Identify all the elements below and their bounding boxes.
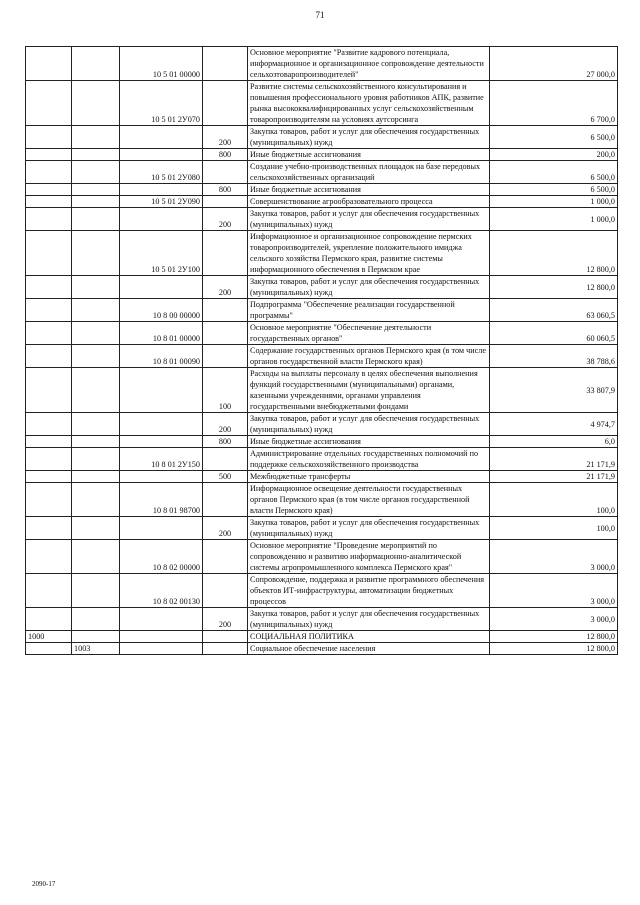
table-row bbox=[26, 540, 618, 574]
razdel-code-cell bbox=[26, 276, 72, 299]
table-row bbox=[26, 345, 618, 368]
target-article-code-cell: 10 8 01 2У150 bbox=[120, 448, 203, 471]
table-row bbox=[26, 436, 618, 448]
expense-type-code-cell: 800 bbox=[203, 184, 248, 196]
expense-type-code-cell bbox=[203, 161, 248, 184]
expense-type-code-cell bbox=[203, 643, 248, 655]
item-name-cell: Основное мероприятие "Проведение мероприятий по сопровождению и развитию информационно-аналитической системы агропромышленного комплекса Пермского края" bbox=[248, 540, 490, 574]
razdel-code-cell bbox=[26, 47, 72, 81]
podrazdel-code-cell bbox=[72, 608, 120, 631]
target-article-code-cell: 10 8 02 00000 bbox=[120, 540, 203, 574]
expense-type-code-cell: 800 bbox=[203, 149, 248, 161]
expense-type-code-cell: 500 bbox=[203, 471, 248, 483]
target-article-code-cell: 10 5 01 2У070 bbox=[120, 81, 203, 126]
item-name-cell: Информационное освещение деятельности государственных органов Пермского края (в том числе органов государственной власти Пермского края) bbox=[248, 483, 490, 517]
item-name-cell: Социальное обеспечение населения bbox=[248, 643, 490, 655]
amount-cell: 27 000,0 bbox=[490, 47, 618, 81]
item-name-cell: Основное мероприятие "Обеспечение деятельности государственных органов" bbox=[248, 322, 490, 345]
podrazdel-code-cell bbox=[72, 345, 120, 368]
amount-cell: 6,0 bbox=[490, 436, 618, 448]
podrazdel-code-cell bbox=[72, 161, 120, 184]
razdel-code-cell bbox=[26, 608, 72, 631]
podrazdel-code-cell bbox=[72, 483, 120, 517]
podrazdel-code-cell bbox=[72, 448, 120, 471]
table-row bbox=[26, 368, 618, 413]
table-row bbox=[26, 149, 618, 161]
podrazdel-code-cell bbox=[72, 208, 120, 231]
amount-cell: 38 788,6 bbox=[490, 345, 618, 368]
expense-type-code-cell bbox=[203, 196, 248, 208]
target-article-code-cell bbox=[120, 126, 203, 149]
amount-cell: 4 974,7 bbox=[490, 413, 618, 436]
table-row bbox=[26, 322, 618, 345]
amount-cell: 60 060,5 bbox=[490, 322, 618, 345]
expense-type-code-cell bbox=[203, 345, 248, 368]
footer-code: 2090-17 bbox=[32, 880, 56, 888]
razdel-code-cell bbox=[26, 196, 72, 208]
podrazdel-code-cell bbox=[72, 368, 120, 413]
target-article-code-cell: 10 5 01 00000 bbox=[120, 47, 203, 81]
table-row bbox=[26, 184, 618, 196]
table-row bbox=[26, 126, 618, 149]
expense-type-code-cell: 200 bbox=[203, 413, 248, 436]
podrazdel-code-cell bbox=[72, 149, 120, 161]
expense-type-code-cell bbox=[203, 483, 248, 517]
podrazdel-code-cell bbox=[72, 81, 120, 126]
item-name-cell: Создание учебно-производственных площадок на базе передовых сельскохозяйственных организаций bbox=[248, 161, 490, 184]
podrazdel-code-cell bbox=[72, 184, 120, 196]
razdel-code-cell bbox=[26, 126, 72, 149]
podrazdel-code-cell bbox=[72, 126, 120, 149]
target-article-code-cell: 10 8 02 00130 bbox=[120, 574, 203, 608]
target-article-code-cell bbox=[120, 149, 203, 161]
item-name-cell: Закупка товаров, работ и услуг для обеспечения государственных (муниципальных) нужд bbox=[248, 276, 490, 299]
razdel-code-cell bbox=[26, 81, 72, 126]
item-name-cell: Закупка товаров, работ и услуг для обеспечения государственных (муниципальных) нужд bbox=[248, 608, 490, 631]
expense-type-code-cell bbox=[203, 322, 248, 345]
expense-type-code-cell bbox=[203, 631, 248, 643]
item-name-cell: Закупка товаров, работ и услуг для обеспечения государственных (муниципальных) нужд bbox=[248, 208, 490, 231]
target-article-code-cell bbox=[120, 471, 203, 483]
expense-type-code-cell: 200 bbox=[203, 276, 248, 299]
target-article-code-cell bbox=[120, 631, 203, 643]
table-row bbox=[26, 47, 618, 81]
expense-type-code-cell bbox=[203, 81, 248, 126]
amount-cell: 33 807,9 bbox=[490, 368, 618, 413]
target-article-code-cell: 10 8 01 98700 bbox=[120, 483, 203, 517]
page-number: 71 bbox=[315, 10, 325, 20]
item-name-cell: Основное мероприятие "Развитие кадрового потенциала, информационное и организационное сопровождение деятельности сельхозтоваропроизводителей" bbox=[248, 47, 490, 81]
item-name-cell: Расходы на выплаты персоналу в целях обеспечения выполнения функций государственными (муниципальными) органами, казенными учреждениями, органами управления государственными внебюджетными фондами bbox=[248, 368, 490, 413]
razdel-code-cell bbox=[26, 517, 72, 540]
amount-cell: 6 700,0 bbox=[490, 81, 618, 126]
razdel-code-cell bbox=[26, 368, 72, 413]
target-article-code-cell bbox=[120, 436, 203, 448]
table-row bbox=[26, 161, 618, 184]
expense-type-code-cell: 100 bbox=[203, 368, 248, 413]
amount-cell: 63 060,5 bbox=[490, 299, 618, 322]
table-row bbox=[26, 631, 618, 643]
razdel-code-cell bbox=[26, 574, 72, 608]
target-article-code-cell bbox=[120, 184, 203, 196]
table-row bbox=[26, 517, 618, 540]
amount-cell: 3 000,0 bbox=[490, 540, 618, 574]
razdel-code-cell bbox=[26, 471, 72, 483]
podrazdel-code-cell bbox=[72, 322, 120, 345]
amount-cell: 3 000,0 bbox=[490, 608, 618, 631]
table-row bbox=[26, 81, 618, 126]
table-row bbox=[26, 574, 618, 608]
table-row bbox=[26, 413, 618, 436]
item-name-cell: Закупка товаров, работ и услуг для обеспечения государственных (муниципальных) нужд bbox=[248, 126, 490, 149]
expense-type-code-cell: 200 bbox=[203, 208, 248, 231]
razdel-code-cell bbox=[26, 483, 72, 517]
razdel-code-cell bbox=[26, 436, 72, 448]
podrazdel-code-cell bbox=[72, 436, 120, 448]
amount-cell: 21 171,9 bbox=[490, 471, 618, 483]
amount-cell: 12 800,0 bbox=[490, 631, 618, 643]
expense-type-code-cell: 200 bbox=[203, 608, 248, 631]
target-article-code-cell bbox=[120, 608, 203, 631]
table-row bbox=[26, 276, 618, 299]
item-name-cell: Содержание государственных органов Пермского края (в том числе органов государственной власти Пермского края) bbox=[248, 345, 490, 368]
podrazdel-code-cell bbox=[72, 47, 120, 81]
podrazdel-code-cell bbox=[72, 540, 120, 574]
podrazdel-code-cell bbox=[72, 276, 120, 299]
razdel-code-cell bbox=[26, 208, 72, 231]
razdel-code-cell bbox=[26, 345, 72, 368]
item-name-cell: Совершенствование агрообразовательного процесса bbox=[248, 196, 490, 208]
target-article-code-cell: 10 8 01 00000 bbox=[120, 322, 203, 345]
table-row bbox=[26, 208, 618, 231]
razdel-code-cell bbox=[26, 540, 72, 574]
amount-cell: 6 500,0 bbox=[490, 126, 618, 149]
expense-type-code-cell: 800 bbox=[203, 436, 248, 448]
target-article-code-cell: 10 8 00 00000 bbox=[120, 299, 203, 322]
target-article-code-cell bbox=[120, 276, 203, 299]
target-article-code-cell bbox=[120, 208, 203, 231]
amount-cell: 21 171,9 bbox=[490, 448, 618, 471]
amount-cell: 1 000,0 bbox=[490, 208, 618, 231]
target-article-code-cell: 10 5 01 2У080 bbox=[120, 161, 203, 184]
razdel-code-cell bbox=[26, 149, 72, 161]
amount-cell: 12 800,0 bbox=[490, 643, 618, 655]
expense-type-code-cell bbox=[203, 540, 248, 574]
table-row bbox=[26, 196, 618, 208]
item-name-cell: Иные бюджетные ассигнования bbox=[248, 436, 490, 448]
table-row bbox=[26, 643, 618, 655]
target-article-code-cell bbox=[120, 643, 203, 655]
razdel-code-cell bbox=[26, 161, 72, 184]
expense-type-code-cell bbox=[203, 299, 248, 322]
podrazdel-code-cell bbox=[72, 631, 120, 643]
podrazdel-code-cell bbox=[72, 196, 120, 208]
table-row bbox=[26, 471, 618, 483]
amount-cell: 3 000,0 bbox=[490, 574, 618, 608]
item-name-cell: Подпрограмма "Обеспечение реализации государственной программы" bbox=[248, 299, 490, 322]
item-name-cell: Сопровождение, поддержка и развитие программного обеспечения объектов ИТ-инфраструктуры, автоматизации бюджетных процессов bbox=[248, 574, 490, 608]
amount-cell: 100,0 bbox=[490, 517, 618, 540]
table-row bbox=[26, 299, 618, 322]
podrazdel-code-cell bbox=[72, 574, 120, 608]
target-article-code-cell: 10 8 01 00090 bbox=[120, 345, 203, 368]
expense-type-code-cell bbox=[203, 574, 248, 608]
table-row bbox=[26, 231, 618, 276]
table-row bbox=[26, 608, 618, 631]
amount-cell: 6 500,0 bbox=[490, 161, 618, 184]
target-article-code-cell: 10 5 01 2У100 bbox=[120, 231, 203, 276]
razdel-code-cell bbox=[26, 413, 72, 436]
podrazdel-code-cell bbox=[72, 471, 120, 483]
target-article-code-cell bbox=[120, 517, 203, 540]
item-name-cell: Иные бюджетные ассигнования bbox=[248, 184, 490, 196]
expense-type-code-cell bbox=[203, 448, 248, 471]
target-article-code-cell bbox=[120, 413, 203, 436]
amount-cell: 1 000,0 bbox=[490, 196, 618, 208]
razdel-code-cell bbox=[26, 322, 72, 345]
target-article-code-cell: 10 5 01 2У090 bbox=[120, 196, 203, 208]
item-name-cell: Закупка товаров, работ и услуг для обеспечения государственных (муниципальных) нужд bbox=[248, 413, 490, 436]
item-name-cell: Закупка товаров, работ и услуг для обеспечения государственных (муниципальных) нужд bbox=[248, 517, 490, 540]
amount-cell: 12 800,0 bbox=[490, 276, 618, 299]
table-row bbox=[26, 483, 618, 517]
item-name-cell: Межбюджетные трансферты bbox=[248, 471, 490, 483]
razdel-code-cell: 1000 bbox=[26, 631, 72, 643]
razdel-code-cell bbox=[26, 643, 72, 655]
expense-type-code-cell: 200 bbox=[203, 517, 248, 540]
item-name-cell: СОЦИАЛЬНАЯ ПОЛИТИКА bbox=[248, 631, 490, 643]
item-name-cell: Развитие системы сельскохозяйственного консультирования и повышения профессионального уровня работников АПК, развитие рынка высококвалифицированных услуг сельскохозяйственным товаропроизводителям на условиях аутсорсинга bbox=[248, 81, 490, 126]
podrazdel-code-cell bbox=[72, 231, 120, 276]
amount-cell: 100,0 bbox=[490, 483, 618, 517]
table-row bbox=[26, 448, 618, 471]
razdel-code-cell bbox=[26, 184, 72, 196]
podrazdel-code-cell bbox=[72, 299, 120, 322]
expense-type-code-cell bbox=[203, 47, 248, 81]
item-name-cell: Администрирование отдельных государственных полномочий по поддержке сельскохозяйственного производства bbox=[248, 448, 490, 471]
razdel-code-cell bbox=[26, 299, 72, 322]
podrazdel-code-cell: 1003 bbox=[72, 643, 120, 655]
budget-table bbox=[25, 46, 618, 655]
item-name-cell: Иные бюджетные ассигнования bbox=[248, 149, 490, 161]
expense-type-code-cell bbox=[203, 231, 248, 276]
podrazdel-code-cell bbox=[72, 413, 120, 436]
razdel-code-cell bbox=[26, 448, 72, 471]
razdel-code-cell bbox=[26, 231, 72, 276]
target-article-code-cell bbox=[120, 368, 203, 413]
amount-cell: 6 500,0 bbox=[490, 184, 618, 196]
amount-cell: 12 800,0 bbox=[490, 231, 618, 276]
podrazdel-code-cell bbox=[72, 517, 120, 540]
amount-cell: 200,0 bbox=[490, 149, 618, 161]
item-name-cell: Информационное и организационное сопровождение пермских товаропроизводителей, укрепление положительного имиджа сельского хозяйства Пермского края, развитие системы информационного обеспечения в Пермском крае bbox=[248, 231, 490, 276]
expense-type-code-cell: 200 bbox=[203, 126, 248, 149]
